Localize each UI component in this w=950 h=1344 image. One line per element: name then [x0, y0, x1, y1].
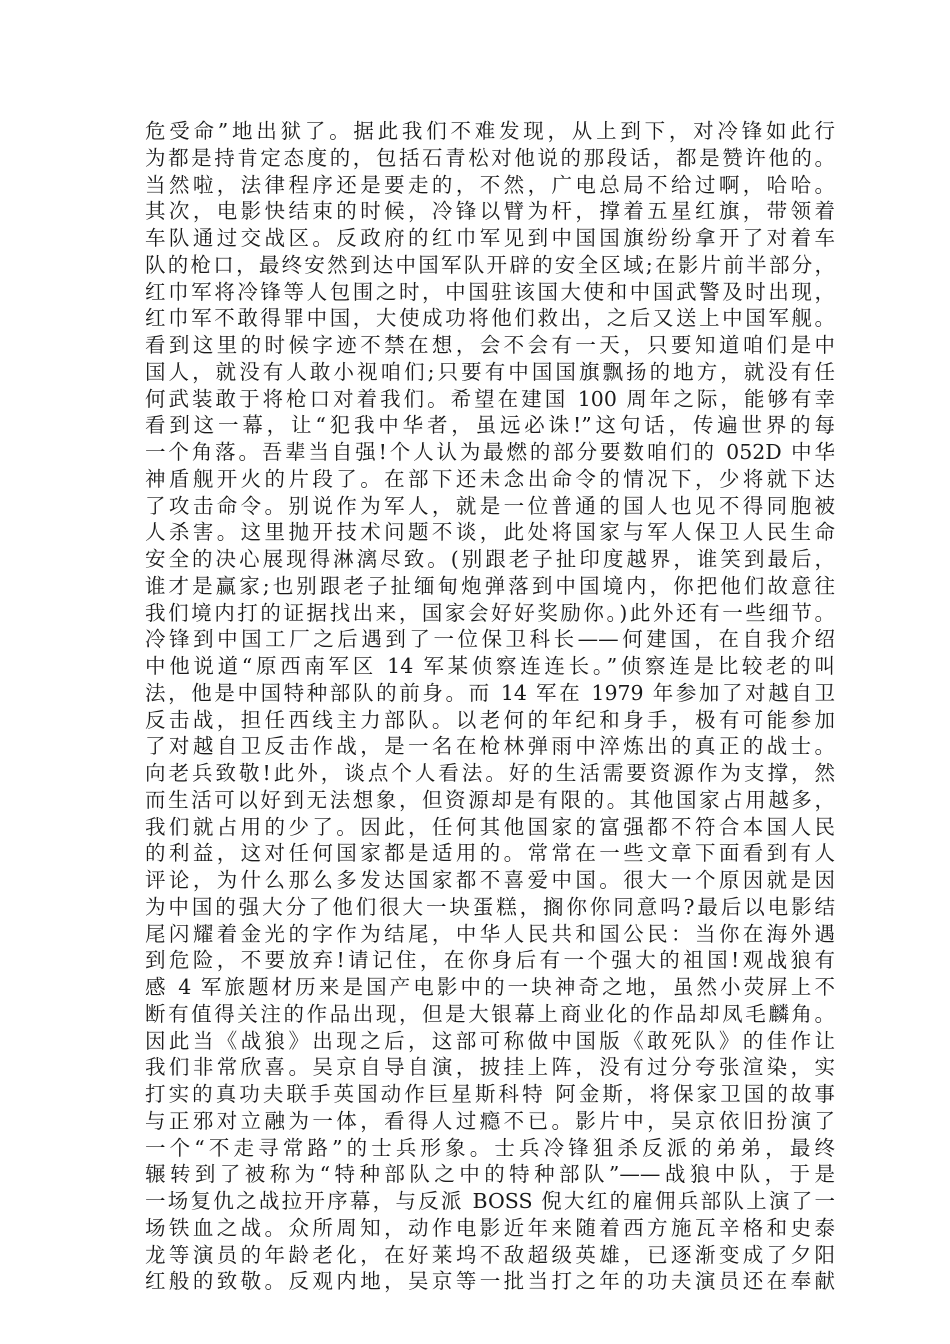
text-line: 危受命”地出狱了。据此我们不难发现，从上到下，对冷锋如此行 [145, 119, 835, 143]
text-line: 冷锋到中国工厂之后遇到了一位保卫科长——何建国，在自我介绍 [145, 627, 835, 652]
text-line: 到危险，不要放弃!请记住，在你身后有一个强大的祖国!观战狼有 [145, 948, 835, 973]
text-line: 断有值得关注的作品出现，但是大银幕上商业化的作品却凤毛麟角。 [145, 1001, 835, 1026]
text-line: 一个角落。吾辈当自强!个人认为最燃的部分要数咱们的 052D 中华 [145, 440, 835, 464]
text-line: 当然啦，法律程序还是要走的，不然，广电总局不给过啊，哈哈。 [145, 172, 835, 197]
text-line: 人杀害。这里抛开技术问题不谈，此处将国家与军人保卫人民生命 [145, 520, 835, 545]
text-line: 尾闪耀着金光的字作为结尾，中华人民共和国公民：当你在海外遇 [145, 921, 835, 946]
text-line: 辗转到了被称为“特种部队之中的特种部队”——战狼中队，于是 [145, 1162, 835, 1187]
text-line: 国人，就没有人敢小视咱们;只要有中国国旗飘扬的地方，就没有任 [145, 359, 835, 384]
text-line: 场铁血之战。众所周知，动作电影近年来随着西方施瓦辛格和史泰 [145, 1215, 835, 1240]
text-line: 我们境内打的证据找出来，国家会好好奖励你。)此外还有一些细节。 [145, 600, 835, 625]
text-line: 反击战，担任西线主力部队。以老何的年纪和身手，极有可能参加 [145, 707, 835, 732]
text-line: 一个“不走寻常路”的士兵形象。士兵冷锋狙杀反派的弟弟，最终 [145, 1135, 835, 1160]
text-line: 红巾军不敢得罪中国，大使成功将他们救出，之后又送上中国军舰。 [145, 306, 835, 331]
text-line: 车队通过交战区。反政府的红巾军见到中国国旗纷纷拿开了对着车 [145, 226, 835, 250]
text-line: 为都是持肯定态度的，包括石青松对他说的那段话，都是赞许他的。 [145, 145, 835, 170]
text-line: 安全的决心展现得淋漓尽致。(别跟老子扯印度越界，谁笑到最后， [145, 547, 835, 571]
text-line: 法，他是中国特种部队的前身。而 14 军在 1979 年参加了对越自卫 [145, 680, 835, 705]
text-line: 感 4 军旅题材历来是国产电影中的一块神奇之地，虽然小荧屏上不 [145, 975, 835, 999]
text-line: 了对越自卫反击作战，是一名在枪林弹雨中淬炼出的真正的战士。 [145, 734, 835, 759]
text-line: 其次，电影快结束的时候，冷锋以臂为杆，撑着五星红旗，带领着 [145, 199, 835, 224]
text-line: 何武装敢于将枪口对着我们。希望在建国 100 周年之际，能够有幸 [145, 386, 835, 411]
text-line: 一场复仇之战拉开序幕，与反派 BOSS 倪大红的雇佣兵部队上演了一 [145, 1189, 835, 1213]
text-line: 龙等演员的年龄老化，在好莱坞不敌超级英雄，已逐渐变成了夕阳 [145, 1242, 835, 1267]
text-line: 神盾舰开火的片段了。在部下还未念出命令的情况下，少将就下达 [145, 466, 835, 491]
text-line: 中他说道“原西南军区 14 军某侦察连连长。”侦察连是比较老的叫 [145, 654, 835, 678]
text-line: 为中国的强大分了他们很大一块蛋糕，搁你你同意吗?最后以电影结 [145, 894, 835, 919]
text-line: 向老兵致敬!此外，谈点个人看法。好的生活需要资源作为支撑，然 [145, 761, 835, 785]
text-line: 谁才是赢家;也别跟老子扯缅甸炮弹落到中国境内，你把他们故意往 [145, 573, 835, 598]
text-line: 的利益，这对任何国家都是适用的。常常在一些文章下面看到有人 [145, 841, 835, 866]
text-line: 红般的致敬。反观内地，吴京等一批当打之年的功夫演员还在奉献 [145, 1269, 835, 1294]
text-line: 因此当《战狼》出现之后，这部可称做中国版《敢死队》的佳作让 [145, 1028, 835, 1053]
text-line: 打实的真功夫联手英国动作巨星斯科特 阿金斯，将保家卫国的故事 [145, 1082, 835, 1106]
text-line: 队的枪口，最终安然到达中国军队开辟的安全区域;在影片前半部分， [145, 252, 835, 277]
text-line: 红巾军将冷锋等人包围之时，中国驻该国大使和中国武警及时出现， [145, 279, 835, 304]
text-line: 评论，为什么那么多发达国家都不喜爱中国。很大一个原因就是因 [145, 868, 835, 892]
text-line: 我们就占用的少了。因此，任何其他国家的富强都不符合本国人民 [145, 814, 835, 839]
text-line: 而生活可以好到无法想象，但资源却是有限的。其他国家占用越多， [145, 787, 835, 812]
text-line: 与正邪对立融为一体，看得人过瘾不已。影片中，吴京依旧扮演了 [145, 1108, 835, 1133]
text-line: 了攻击命令。别说作为军人，就是一位普通的国人也见不得同胞被 [145, 493, 835, 518]
text-line: 我们非常欣喜。吴京自导自演，披挂上阵，没有过分夸张渲染，实 [145, 1055, 835, 1080]
text-line: 看到这一幕，让“犯我中华者，虽远必诛!”这句话，传遍世界的每 [145, 413, 835, 438]
text-line: 看到这里的时候字迹不禁在想，会不会有一天，只要知道咱们是中 [145, 333, 835, 357]
body-text [145, 118, 835, 1295]
